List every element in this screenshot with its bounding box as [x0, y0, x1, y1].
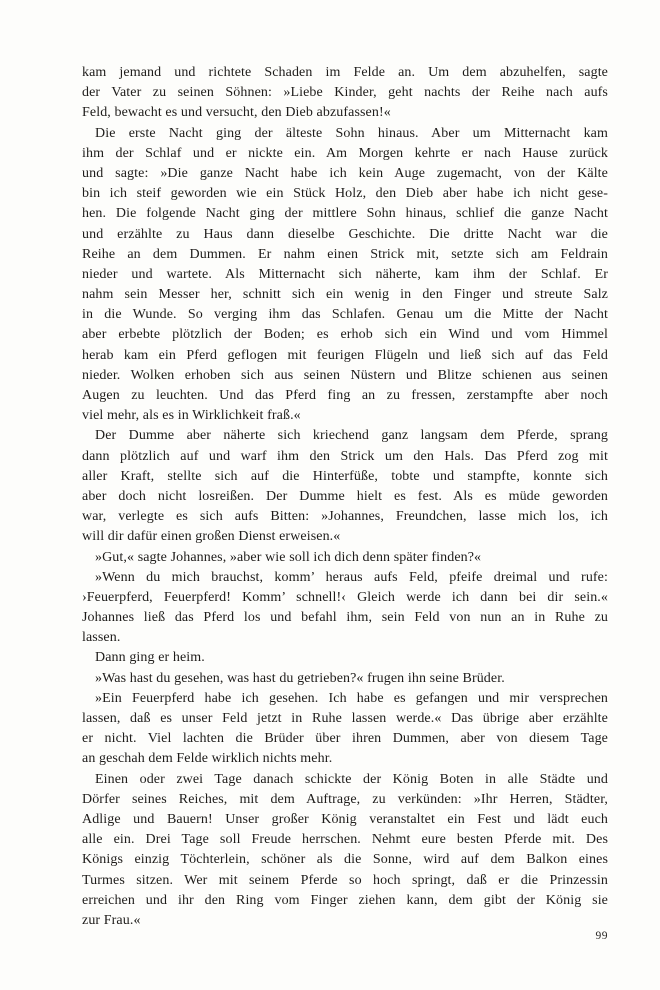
text-line: Dörfer seines Reiches, mit dem Auftrage, zu verkünden: »Ihr Herren, Städter,	[82, 791, 608, 807]
text-line: aller Kraft, stellte sich auf die Hinterfüße, tobte und stampfte, konnte sich	[82, 468, 608, 484]
text-line: Die erste Nacht ging der älteste Sohn hinaus. Aber um Mitternacht kam	[95, 125, 608, 141]
text-line: Einen oder zwei Tage danach schickte der König Boten in alle Städte und	[95, 771, 608, 787]
text-line: »Wenn du mich brauchst, komm’ heraus aufs Feld, pfeife dreimal und rufe:	[95, 569, 608, 585]
text-line: er nicht. Viel lachten die Brüder über ihren Dummen, aber von diesem Tage	[82, 731, 608, 747]
text-line: aber erbebte plötzlich der Boden; es erhob sich ein Wind und vom Himmel	[82, 327, 608, 343]
text-line: in die Wunde. So verging ihm das Schlafen. Genau um die Mitte der Nacht	[82, 307, 608, 323]
text-line: »Was hast du gesehen, was hast du getrieben?« frugen ihn seine Brüder.	[95, 670, 505, 686]
text-line: ›Feuerpferd, Feuerpferd! Komm’ schnell!‹ Gleich werde ich dann bei dir sein.«	[82, 589, 608, 605]
text-line: Königs einzig Töchterlein, schöner als die Sonne, wird auf dem Balkon eines	[82, 852, 608, 868]
text-line: Reihe an dem Dummen. Er nahm einen Strick mit, setzte sich am Feldrain	[82, 246, 608, 262]
story-text-block	[82, 63, 608, 931]
text-line: »Ein Feuerpferd habe ich gesehen. Ich habe es gefangen und mir versprechen	[95, 690, 608, 706]
text-line: lassen, daß es unser Feld jetzt in Ruhe lassen werde.« Das übrige aber erzählte	[82, 711, 608, 726]
text-line: Turmes sitzen. Wer mit seinem Pferde so hoch springt, daß er die Prinzessin	[82, 872, 608, 888]
text-line: erreichen und ihr den Ring vom Finger ziehen kann, dem gibt der König sie	[82, 892, 608, 908]
text-line: der Vater zu seinen Söhnen: »Liebe Kinder, geht nachts der Reihe nach aufs	[82, 85, 608, 101]
text-line: war, verlegte es sich aufs Bitten: »Johannes, Freundchen, lasse mich los, ich	[82, 509, 608, 525]
text-line: nieder. Wolken erhoben sich aus seinen Nüstern und Blitze schienen aus seinen	[82, 367, 608, 383]
text-line: nieder und wartete. Als Mitternacht sich näherte, kam ihm der Schlaf. Er	[82, 266, 608, 282]
text-line: Der Dumme aber näherte sich kriechend ganz langsam dem Pferde, sprang	[95, 428, 608, 444]
text-line: dann plötzlich auf und warf ihm den Strick um den Hals. Das Pferd zog mit	[82, 448, 608, 464]
text-line: herab kam ein Pferd geflogen mit feurigen Flügeln und ließ sich auf das Feld	[82, 347, 608, 363]
text-line: Dann ging er heim.	[95, 650, 205, 666]
text-line: bin ich steif geworden wie ein Stück Holz, den Dieb aber habe ich nicht gese-	[82, 186, 608, 202]
text-line: Feld, bewacht es und versucht, den Dieb abzufassen!«	[82, 105, 391, 121]
text-line: hen. Die folgende Nacht ging der mittlere Sohn hinaus, schlief die ganze Nacht	[82, 206, 608, 222]
text-line: Augen zu leuchten. Und das Pferd fing an zu fressen, zerstampfte aber noch	[82, 388, 608, 403]
text-line: »Gut,« sagte Johannes, »aber wie soll ich dich denn später finden?«	[95, 549, 482, 565]
text-line: Johannes ließ das Pferd los und befahl ihm, sein Feld von nun an in Ruhe zu	[82, 610, 608, 626]
text-line: und erzählte zu Haus dann dieselbe Geschichte. Die dritte Nacht war die	[82, 226, 608, 242]
text-line: ihm der Schlaf und er nickte ein. Am Morgen kehrte er nach Hause zurück	[82, 145, 608, 161]
text-line: Adlige und Bauern! Unser großer König veranstaltet ein Fest und lädt euch	[82, 811, 608, 827]
text-line: zur Frau.«	[82, 912, 141, 928]
text-line: kam jemand und richtete Schaden im Felde an. Um dem abzuhelfen, sagte	[82, 65, 608, 80]
text-line: und sagte: »Die ganze Nacht habe ich kein Auge zugemacht, von der Kälte	[82, 165, 608, 181]
text-line: viel mehr, als es in Wirklichkeit fraß.«	[82, 408, 301, 424]
text-line: nahm sein Messer her, schnitt sich ein wenig in den Finger und streute Salz	[82, 287, 608, 303]
text-line: aber doch nicht losreißen. Der Dumme hielt es fest. Als es müde geworden	[82, 488, 608, 504]
text-line: will dir dafür einen großen Dienst erweisen.«	[82, 529, 341, 545]
page-number: 99	[595, 930, 608, 942]
text-line: alle ein. Drei Tage soll Freude herrschen. Nehmt eure besten Pferde mit. Des	[82, 832, 608, 848]
text-line: an geschah dem Felde wirklich nichts mehr.	[82, 751, 333, 767]
text-line: lassen.	[82, 630, 121, 646]
